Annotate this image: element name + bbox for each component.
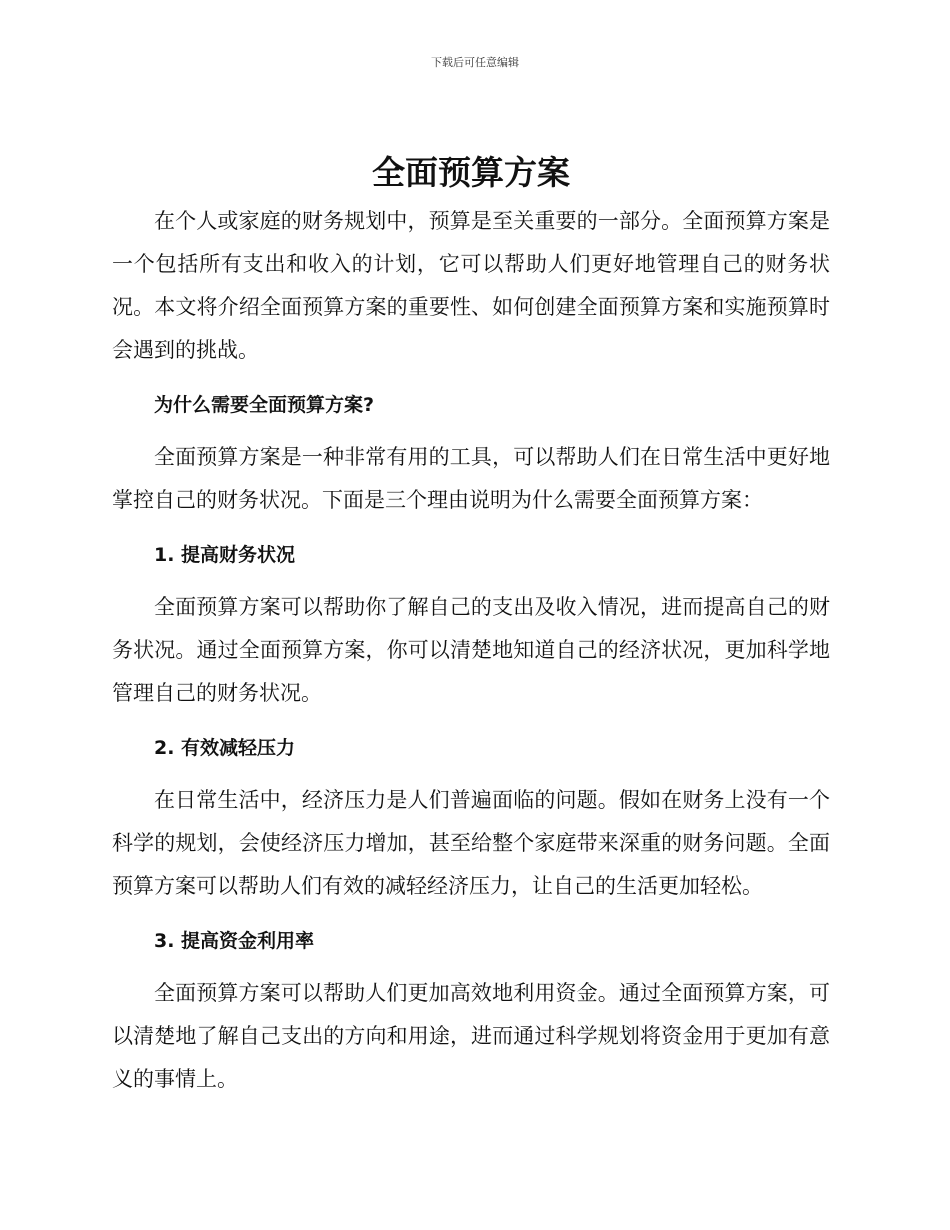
document-body	[112, 150, 830, 1101]
document-title: 全面预算方案	[372, 153, 570, 192]
reason-heading-2: 2. 有效减轻压力	[154, 737, 296, 759]
reason-heading-3: 3. 提高资金利用率	[154, 930, 315, 952]
reason-paragraph-1: 全面预算方案可以帮助你了解自己的支出及收入情况，进而提高自己的财务状况。通过全面预算方案，你可以清楚地知道自己的经济状况，更加科学地管理自己的财务状况。	[112, 595, 830, 705]
section-paragraph-why: 全面预算方案是一种非常有用的工具，可以帮助人们在日常生活中更好地掌控自己的财务状况。下面是三个理由说明为什么需要全面预算方案：	[112, 445, 830, 512]
section-heading-why: 为什么需要全面预算方案?	[154, 394, 375, 416]
page-header-note: 下载后可任意编辑	[431, 56, 519, 69]
reason-paragraph-3: 全面预算方案可以帮助人们更加高效地利用资金。通过全面预算方案，可以清楚地了解自己支出的方向和用途，进而通过科学规划将资金用于更加有意义的事情上。	[112, 981, 830, 1091]
reason-paragraph-2: 在日常生活中，经济压力是人们普遍面临的问题。假如在财务上没有一个科学的规划，会使经济压力增加，甚至给整个家庭带来深重的财务问题。全面预算方案可以帮助人们有效的减轻经济压力，让自己的生活更加轻松。	[112, 788, 830, 898]
reason-heading-1: 1. 提高财务状况	[154, 544, 296, 566]
intro-paragraph: 在个人或家庭的财务规划中，预算是至关重要的一部分。全面预算方案是一个包括所有支出和收入的计划，它可以帮助人们更好地管理自己的财务状况。本文将介绍全面预算方案的重要性、如何创建全面预算方案和实施预算时会遇到的挑战。	[112, 209, 830, 362]
